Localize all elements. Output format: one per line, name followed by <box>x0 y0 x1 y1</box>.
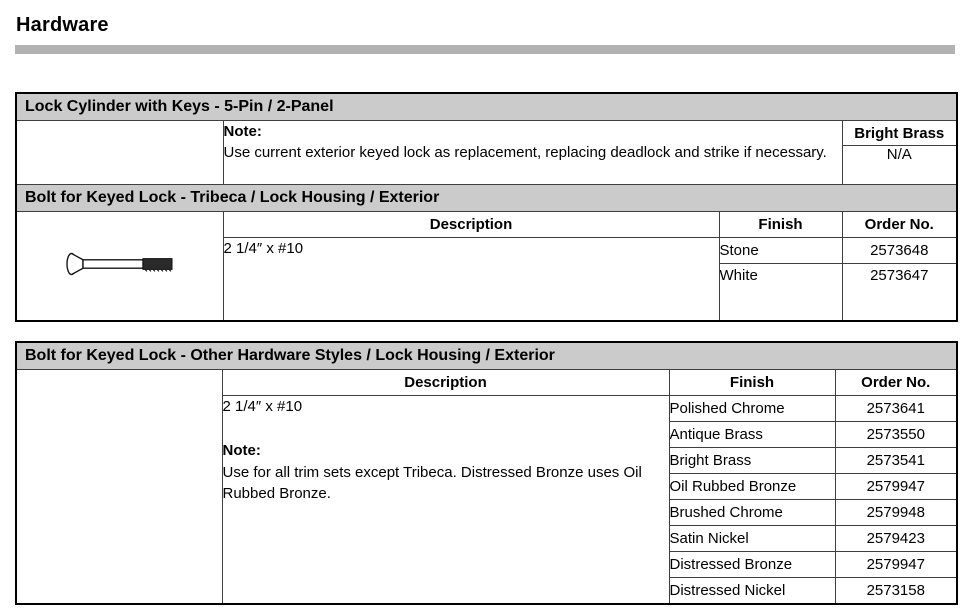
column-header-finish: Finish <box>719 212 842 238</box>
finish-column-header: Bright Brass <box>842 121 957 146</box>
description-cell: 2 1/4″ x #10 <box>223 238 719 322</box>
column-header-description: Description <box>223 212 719 238</box>
order-number-cell: 2573158 <box>835 578 957 604</box>
table-row <box>16 212 957 238</box>
column-header-order-no: Order No. <box>835 370 957 396</box>
finish-cell: Satin Nickel <box>669 526 835 552</box>
order-number-cell: 2579423 <box>835 526 957 552</box>
finish-cell: Distressed Bronze <box>669 552 835 578</box>
table-row <box>16 342 957 370</box>
lock-cylinder-tribeca-table <box>15 92 958 322</box>
order-number-cell: 2573550 <box>835 422 957 448</box>
empty-image-cell <box>16 121 223 185</box>
column-header-description: Description <box>222 370 669 396</box>
description-cell <box>222 396 669 604</box>
note-label: Note: <box>222 442 261 460</box>
description-text: 2 1/4″ x #10 <box>222 398 303 415</box>
table-spacer <box>15 322 955 341</box>
finish-cell: Brushed Chrome <box>669 500 835 526</box>
section-header-lock-cylinder: Lock Cylinder with Keys - 5-Pin / 2-Panel <box>16 93 957 121</box>
table-row <box>16 370 957 396</box>
order-number-cell: 2573648 <box>842 238 957 264</box>
table-row <box>16 93 957 121</box>
title-divider-bar <box>15 45 955 54</box>
order-number-cell: 2579947 <box>835 552 957 578</box>
column-header-order-no: Order No. <box>842 212 957 238</box>
table-row <box>16 121 957 146</box>
order-number-cell: 2579947 <box>835 474 957 500</box>
page-title: Hardware <box>16 14 109 36</box>
other-hardware-styles-table <box>15 341 958 605</box>
finish-cell: Antique Brass <box>669 422 835 448</box>
finish-cell: Polished Chrome <box>669 396 835 422</box>
finish-cell: Stone <box>719 238 842 264</box>
finish-cell: Bright Brass <box>669 448 835 474</box>
bolt-image-cell <box>16 212 223 322</box>
note-text: Use for all trim sets except Tribeca. Distressed Bronze uses Oil Rubbed Bronze. <box>222 463 642 502</box>
note-label: Note: <box>223 123 262 140</box>
order-number-cell: N/A <box>842 146 957 185</box>
finish-cell: Distressed Nickel <box>669 578 835 604</box>
order-number-cell: 2573641 <box>835 396 957 422</box>
empty-image-cell <box>16 370 222 604</box>
finish-cell: White <box>719 264 842 322</box>
finish-cell: Oil Rubbed Bronze <box>669 474 835 500</box>
order-number-cell: 2573647 <box>842 264 957 322</box>
table-row <box>16 185 957 212</box>
order-number-cell: 2579948 <box>835 500 957 526</box>
section-header-bolt-tribeca: Bolt for Keyed Lock - Tribeca / Lock Housing / Exterior <box>16 185 957 212</box>
order-number-cell: 2573541 <box>835 448 957 474</box>
note-block <box>223 440 669 504</box>
note-text: Use current exterior keyed lock as replacement, replacing deadlock and strike if necessary. <box>223 144 827 162</box>
flat-head-bolt-image <box>65 251 175 277</box>
column-header-finish: Finish <box>669 370 835 396</box>
section-header-bolt-other-styles: Bolt for Keyed Lock - Other Hardware Styles / Lock Housing / Exterior <box>16 342 957 370</box>
note-cell <box>223 121 842 185</box>
